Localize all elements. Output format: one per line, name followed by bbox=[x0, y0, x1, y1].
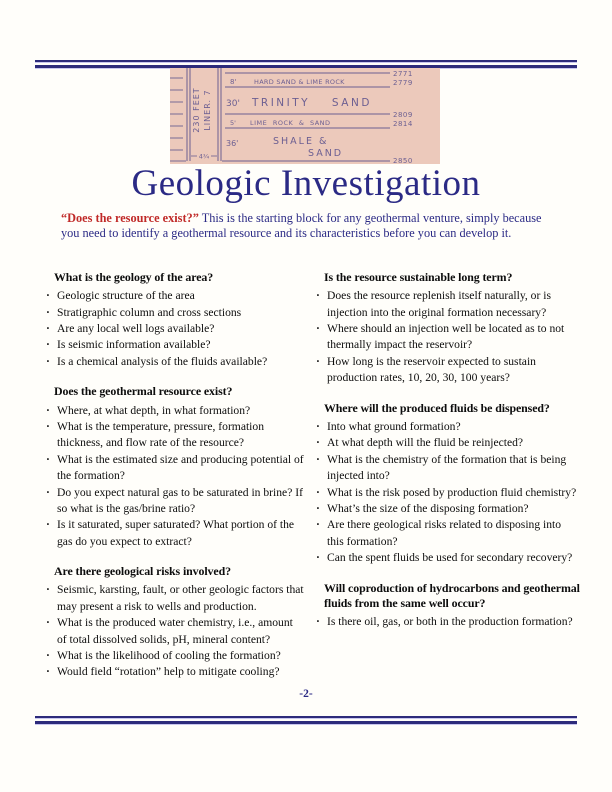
question-list bbox=[315, 614, 580, 630]
depth-mark: 2809 bbox=[393, 111, 413, 119]
question-item: · Would field “rotation” help to mitigate cooling? bbox=[45, 664, 304, 680]
question-list bbox=[45, 288, 304, 370]
right-column bbox=[315, 270, 580, 639]
section-geological-risks bbox=[45, 564, 304, 681]
question-list bbox=[45, 403, 304, 551]
question-item: · Is seismic information available? bbox=[45, 337, 304, 353]
left-column bbox=[45, 270, 304, 690]
well-log-figure bbox=[170, 68, 440, 164]
question-item: · Can the spent fluids be used for secondary recovery? bbox=[315, 550, 580, 566]
layer-thickness: 36' bbox=[226, 139, 239, 148]
question-item: · Geologic structure of the area bbox=[45, 288, 304, 304]
question-item: · Where, at what depth, in what formation? bbox=[45, 403, 304, 419]
section-coproduction bbox=[315, 581, 580, 631]
intro-paragraph bbox=[61, 211, 560, 241]
section-resource-exist bbox=[45, 384, 304, 550]
section-fluids-dispensed bbox=[315, 401, 580, 567]
question-item: · Does the resource replenish itself naturally, or is injection into the original formation necessary? bbox=[315, 288, 580, 321]
question-item: · Seismic, karsting, fault, or other geologic factors that may present a risk to wells and production. bbox=[45, 582, 304, 615]
question-item: · Do you expect natural gas to be saturated in brine? If so what is the gas/brine ratio? bbox=[45, 485, 304, 518]
section-geology-of-area bbox=[45, 270, 304, 370]
bottom-border-rule bbox=[35, 716, 577, 724]
question-list bbox=[315, 288, 580, 386]
section-heading: Where will the produced fluids be dispensed? bbox=[324, 400, 550, 415]
casing-liner-label: LINER. 7 bbox=[203, 89, 212, 131]
layer-name: HARD SAND & LIME ROCK bbox=[254, 78, 345, 86]
question-item: · What is the chemistry of the formation that is being injected into? bbox=[315, 452, 580, 485]
section-heading: Does the geothermal resource exist? bbox=[54, 384, 233, 399]
question-item: · What is the risk posed by production fluid chemistry? bbox=[315, 485, 580, 501]
section-heading: Are there geological risks involved? bbox=[54, 564, 231, 579]
layer-thickness: 8' bbox=[230, 78, 237, 86]
casing-diameter-label: 4¾ bbox=[198, 152, 210, 161]
depth-mark: 2771 bbox=[393, 70, 413, 78]
question-item: · What is the produced water chemistry, i.e., amount of total dissolved solids, pH, mineral content? bbox=[45, 615, 304, 648]
intro-body-text: This is the starting block for any geothermal venture, simply because you need to identify a geothermal resource and its characteristics before you can develop it. bbox=[61, 211, 542, 240]
question-item: · Is it saturated, super saturated? What portion of the gas do you expect to extract? bbox=[45, 517, 304, 550]
question-list bbox=[315, 419, 580, 567]
layer-name: LIME ROCK & SAND bbox=[250, 119, 331, 127]
layer-name: SAND bbox=[308, 148, 344, 159]
page-title: Geologic Investigation bbox=[131, 163, 481, 204]
layer-name: TRINITY SAND bbox=[252, 97, 372, 109]
question-item: · What is the likelihood of cooling the formation? bbox=[45, 648, 304, 664]
layer-thickness: 30' bbox=[226, 99, 240, 109]
question-item: · Is a chemical analysis of the fluids available? bbox=[45, 354, 304, 370]
depth-mark: 2779 bbox=[393, 79, 413, 87]
depth-mark: 2850 bbox=[393, 157, 413, 164]
question-item: · Stratigraphic column and cross sections bbox=[45, 305, 304, 321]
question-item: · What’s the size of the disposing formation? bbox=[315, 501, 580, 517]
top-border-rule bbox=[35, 60, 577, 68]
layer-name: SHALE & bbox=[273, 136, 329, 147]
question-item: · At what depth will the fluid be reinjected? bbox=[315, 435, 580, 451]
bottom-border-thick-line bbox=[35, 721, 577, 724]
casing-depth-label: 230 FEET bbox=[192, 87, 201, 133]
question-item: · Where should an injection well be located as to not thermally impact the reservoir? bbox=[315, 321, 580, 354]
question-item: · What is the estimated size and producing potential of the formation? bbox=[45, 452, 304, 485]
question-item: · What is the temperature, pressure, formation thickness, and flow rate of the resource? bbox=[45, 419, 304, 452]
section-sustainable-long-term bbox=[315, 270, 580, 387]
question-item: · Are there geological risks related to disposing into this formation? bbox=[315, 517, 580, 550]
question-item: · Is there oil, gas, or both in the production formation? bbox=[315, 614, 580, 630]
question-item: · Are any local well logs available? bbox=[45, 321, 304, 337]
question-item: · Into what ground formation? bbox=[315, 419, 580, 435]
page-number: -2- bbox=[299, 688, 313, 700]
question-list bbox=[45, 582, 304, 680]
section-heading: What is the geology of the area? bbox=[54, 270, 214, 284]
section-heading: Is the resource sustainable long term? bbox=[324, 270, 513, 284]
depth-mark: 2814 bbox=[393, 120, 413, 128]
question-item: · How long is the reservoir expected to sustain production rates, 10, 20, 30, 100 years? bbox=[315, 354, 580, 387]
section-heading: Will coproduction of hydrocarbons and geothermal fluids from the same well occur? bbox=[324, 580, 580, 610]
intro-lead-question: “Does the resource exist?” bbox=[61, 211, 199, 225]
layer-thickness: 5' bbox=[230, 119, 236, 127]
